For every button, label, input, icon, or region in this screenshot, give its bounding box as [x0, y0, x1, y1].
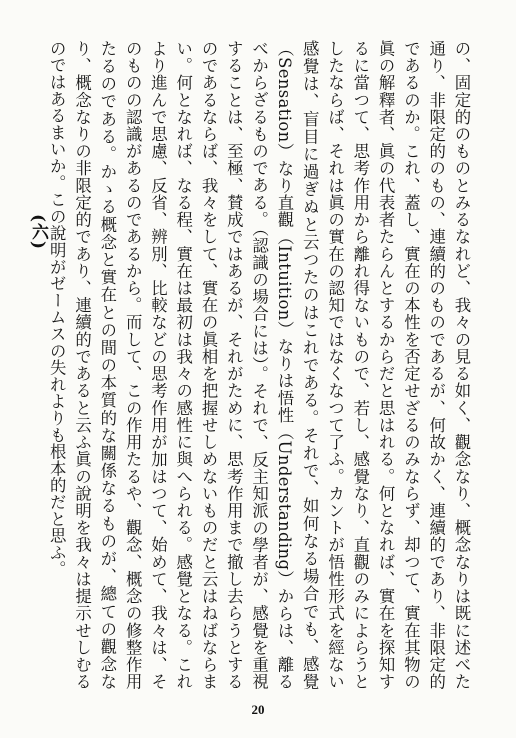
body-paragraph: の、固定的のものとみるなれど、我々の見る如く、觀念なり、概念なりは既に述べた通り、非限定的のもの、連續的のものであるが、何故かく、連續的であり、非限定的であるのか。これ、蓋し、實在の本性を否定せざるのみならず、却つて、實在其物の眞の解釋者、眞の代表者たらんとするからだと思はれる。何となれば、實在を探知するに當つて、思考作用から離れ得ないもので、若し、感覺なり、直觀のみによらうとしたならば、それは眞の實在の認知ではなくなつて了ふ。カントが悟性形式を經ない感覺は、盲目に過ぎぬと云つたのはこれである。それで、如何なる場合でも、感覺（Sensation）なり直觀（Intuition）なりは悟性（Understanding）からは、離るべからざるものである。（認識の場合には）。それで、反主知派の學者が、感覺を重視することは、至極、賛成ではあるが、それがために、思考作用まで撤し去らうとするのであるならば、我々をして、實在の眞相を把握せしめないものだと云はねばならまい。何となれば、なる程、實在は最初は我々の感性に與へられる。感覺となる。これより進んで思慮、反省、辨別、比較などの思考作用が加はつて、始めて、我々は、そのものの認識があるのであるから。而して、この作用たるや、觀念、概念の修整作用たるのである。かゝる概念と實在との間の本質的な關係なるものが、總ての觀念なり、概念なりの非限定的であり、連續的であると云ふ眞の說明を我々は提示せしむるのではあるまいか。この說明がゼームスの失れよりも根本的だと思ふ。: [47, 40, 471, 690]
section-marker: (六): [28, 214, 48, 251]
page-number: 20: [251, 702, 265, 717]
body-text-block: [47, 40, 474, 690]
